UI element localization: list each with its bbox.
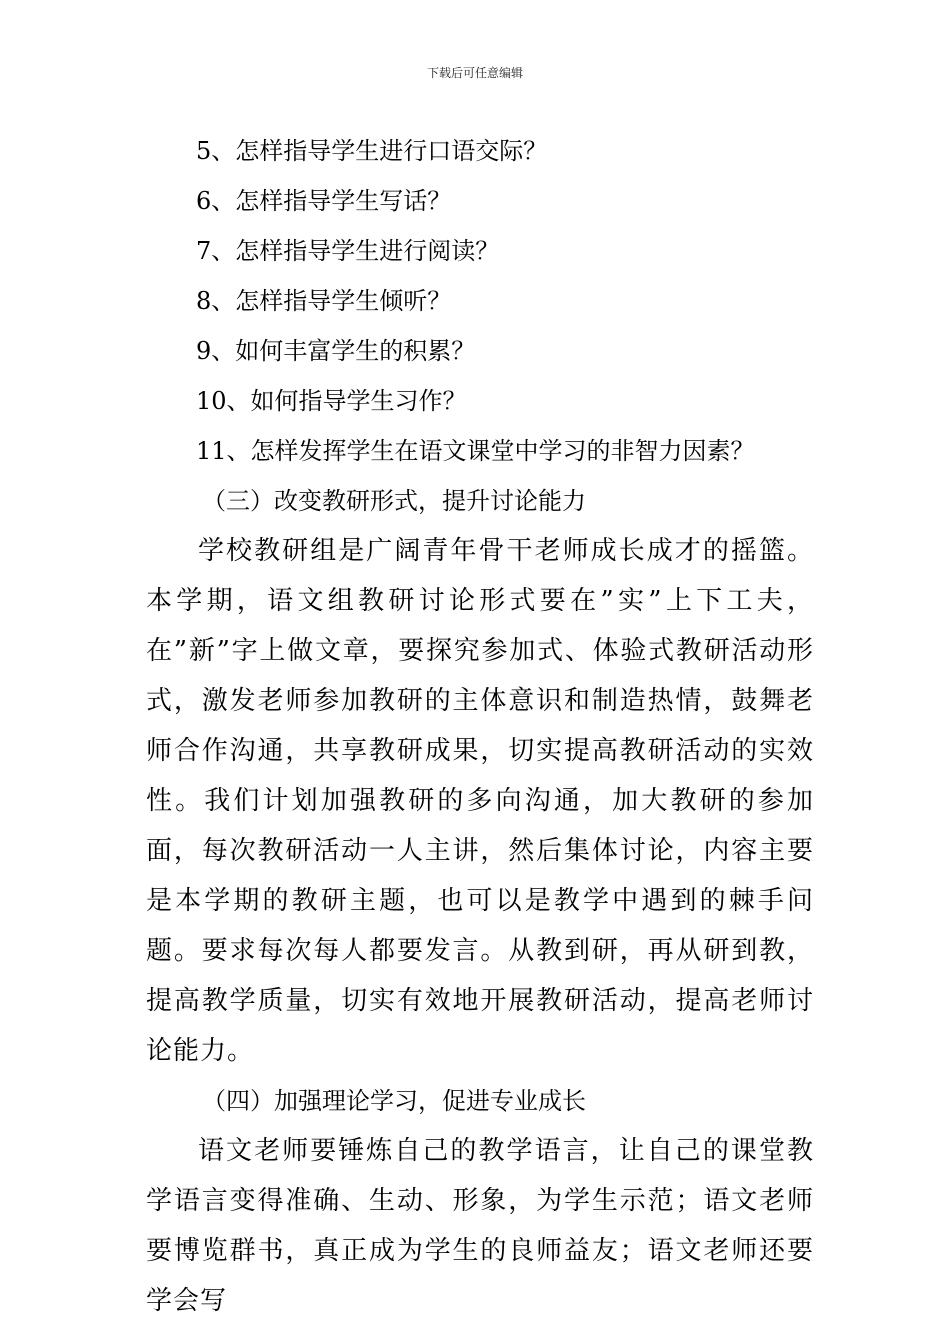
document-body (146, 126, 814, 1326)
question-item: 6、怎样指导学生写话？ (196, 187, 452, 215)
section-paragraph-4: 语文老师要锤炼自己的教学语言，让自己的课堂教学语言变得准确、生动、形象，为学生示范；语文老师要博览群书，真正成为学生的良师益友；语文老师还要学会写 (146, 1136, 814, 1316)
section-paragraph-3: 学校教研组是广阔青年骨干老师成长成才的摇篮。本学期，语文组教研讨论形式要在”实”上下工夫，在”新”字上做文章，要探究参加式、体验式教研活动形式，激发老师参加教研的主体意识和制造热情，鼓舞老师合作沟通，共享教研成果，切实提高教研活动的实效性。我们计划加强教研的多向沟通，加大教研的参加面，每次教研活动一人主讲，然后集体讨论，内容主要是本学期的教研主题，也可以是教学中遇到的棘手问题。要求每次每人都要发言。从教到研，再从研到教，提高教学质量，切实有效地开展教研活动，提高老师讨论能力。 (146, 536, 814, 1066)
section-heading-3: （三）改变教研形式，提升讨论能力 (202, 487, 586, 515)
question-item: 8、怎样指导学生倾听？ (196, 287, 452, 315)
question-item: 9、如何丰富学生的积累？ (196, 337, 476, 365)
section-heading-4: （四）加强理论学习，促进专业成长 (202, 1087, 586, 1115)
question-item: 11、怎样发挥学生在语文课堂中学习的非智力因素？ (196, 437, 755, 465)
question-item: 10、如何指导学生习作？ (196, 387, 467, 415)
question-item: 7、怎样指导学生进行阅读？ (196, 237, 500, 265)
question-item: 5、怎样指导学生进行口语交际？ (196, 137, 548, 165)
page-header: 下载后可任意编辑 (426, 66, 523, 80)
